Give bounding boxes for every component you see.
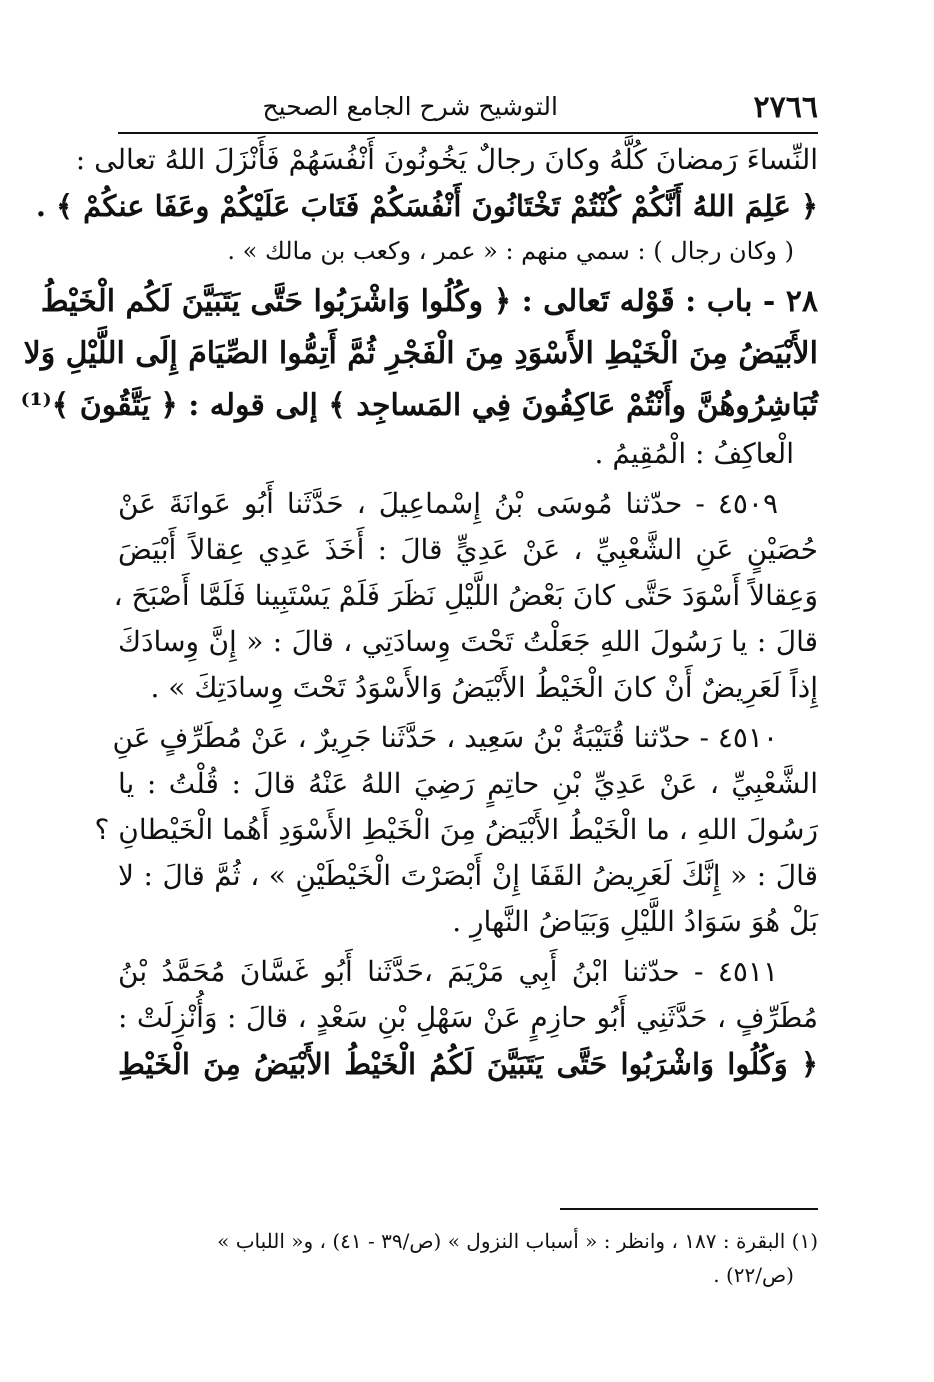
hadith-4510 [94,718,818,948]
hadith-line: بَلْ هُوَ سَوَادُ اللَّيْلِ وَبَيَاضُ النَّهارِ . [452,905,818,938]
hadith-4509 [113,484,818,714]
hadith-line: مُطَرِّفٍ ، حَدَّثَنِي أَبُو حازِمٍ عَنْ سَهْلِ بْنِ سَعْدٍ ، قالَ : وَأُنْزِلَتْ : [118,1001,818,1034]
text-line: النِّساءَ رَمضانَ كُلَّهُ وكانَ رجالٌ يَخُونُونَ أَنْفُسَهُمْ فَأَنْزَلَ اللهُ تعالى : [75,143,818,176]
quran-verse-line: ﴿ عَلِمَ اللهُ أَنَّكُمْ كُنْتُمْ تَخْتَانُونَ أَنْفُسَكُمْ فَتَابَ عَلَيْكُمْ وعَفَا عنكُمْ ﴾ . [35,189,818,223]
page-header [118,88,818,128]
hadith-line: قالَ : « إِنَّكَ لَعَرِيضُ القَفَا إِنْ أَبْصَرْتَ الْخَيْطَيْنِ » ، ثُمَّ قالَ : لا [118,859,818,892]
footnote-divider [560,1208,818,1210]
intro-passage [35,140,818,272]
footnote-line: (ص/٢٢) . [713,1263,794,1287]
footnotes [118,1226,818,1294]
hadith-line: ٤٥٠٩ - حدّثنا مُوسَى بْنُ إِسْماعِيلَ ، حَدَّثَنا أَبُو عَوانَةَ عَنْ [118,487,778,520]
hadith-line: ٤٥١٠ - حدّثنا قُتَيْبَةُ بْنُ سَعِيد ، حَدَّثَنا جَرِيرٌ ، عَنْ مُطَرِّفٍ عَنِ [112,721,778,754]
page-body [20,140,818,1090]
running-title: التوشيح شرح الجامع الصحيح [262,92,558,121]
hadith-line: رَسُولَ اللهِ ، ما الْخَيْطُ الأَبْيَضُ مِنَ الْخَيْطِ الأَسْوَدِ أَهُما الْخَيْطانِ ؟ [94,813,818,846]
hadith-line: حُصَيْنٍ عَنِ الشَّعْبِيِّ ، عَنْ عَدِيٍّ قالَ : أَخَذَ عَدِي عِقالاً أَبْيَضَ [118,533,818,566]
hadith-4511 [118,952,818,1090]
chapter-line: ٢٨ - باب : قَوْله تَعالى : ﴿ وكُلُوا وَاشْرَبُوا حَتَّى يَتَبَيَّنَ لَكُم الْخَيْطُ [40,284,818,319]
chapter-line: الأَبْيَضُ مِنَ الْخَيْطِ الأَسْوَدِ مِنَ الْفَجْرِ ثُمَّ أَتِمُّوا الصِّيَامَ إِلَى اللَّيْلِ وَلا [23,336,818,371]
hadith-line: إِذاً لَعَرِيضٌ أَنْ كانَ الْخَيْطُ الأَبْيَضُ وَالأَسْوَدُ تَحْتَ وِسادَتِكَ » . [150,671,818,704]
hadith-line: قالَ : يا رَسُولَ اللهِ جَعَلْتُ تَحْتَ وِسادَتِي ، قالَ : « إِنَّ وِسادَكَ [118,625,818,658]
chapter-line: تُبَاشِرُوهُنَّ وأَنْتُمْ عَاكِفُونَ فِي المَساجِد ﴾ إلى قوله : ﴿ يَتَّقُونَ ﴾⁽¹⁾ [20,388,818,423]
commentary-note: ( وكان رجال ) : سمي منهم : « عمر ، وكعب بن مالك » . [227,237,794,265]
hadith-line: الشَّعْبِيِّ ، عَنْ عَدِيِّ بْنِ حاتِمٍ رَضِيَ اللهُ عَنْهُ قالَ : قُلْتُ : يا [118,767,818,800]
page-number: ٢٧٦٦ [753,90,818,125]
chapter-gloss: الْعاكِفُ : الْمُقِيمُ . [594,437,794,470]
header-divider [118,132,818,134]
quran-verse-line: ﴿ وَكُلُوا وَاشْرَبُوا حَتَّى يَتَبَيَّنَ لَكُمُ الْخَيْطُ الأَبْيَضُ مِنَ الْخَيْطِ [118,1047,818,1081]
chapter-heading [20,278,818,480]
hadith-line: وَعِقالاً أَسْوَدَ حَتَّى كانَ بَعْضُ اللَّيْلِ نَظَرَ فَلَمْ يَسْتَبِينا فَلَمَّا أَصْبَحَ ، [113,579,818,612]
footnote-line: (١) البقرة : ١٨٧ ، وانظر : « أسباب النزول » (ص/٣٩ - ٤١) ، و« اللباب » [217,1229,818,1253]
hadith-line: ٤٥١١ - حدّثنا ابْنُ أَبِي مَرْيَمَ ،حَدَّثَنا أَبُو غَسَّانَ مُحَمَّدُ بْنُ [118,955,778,988]
